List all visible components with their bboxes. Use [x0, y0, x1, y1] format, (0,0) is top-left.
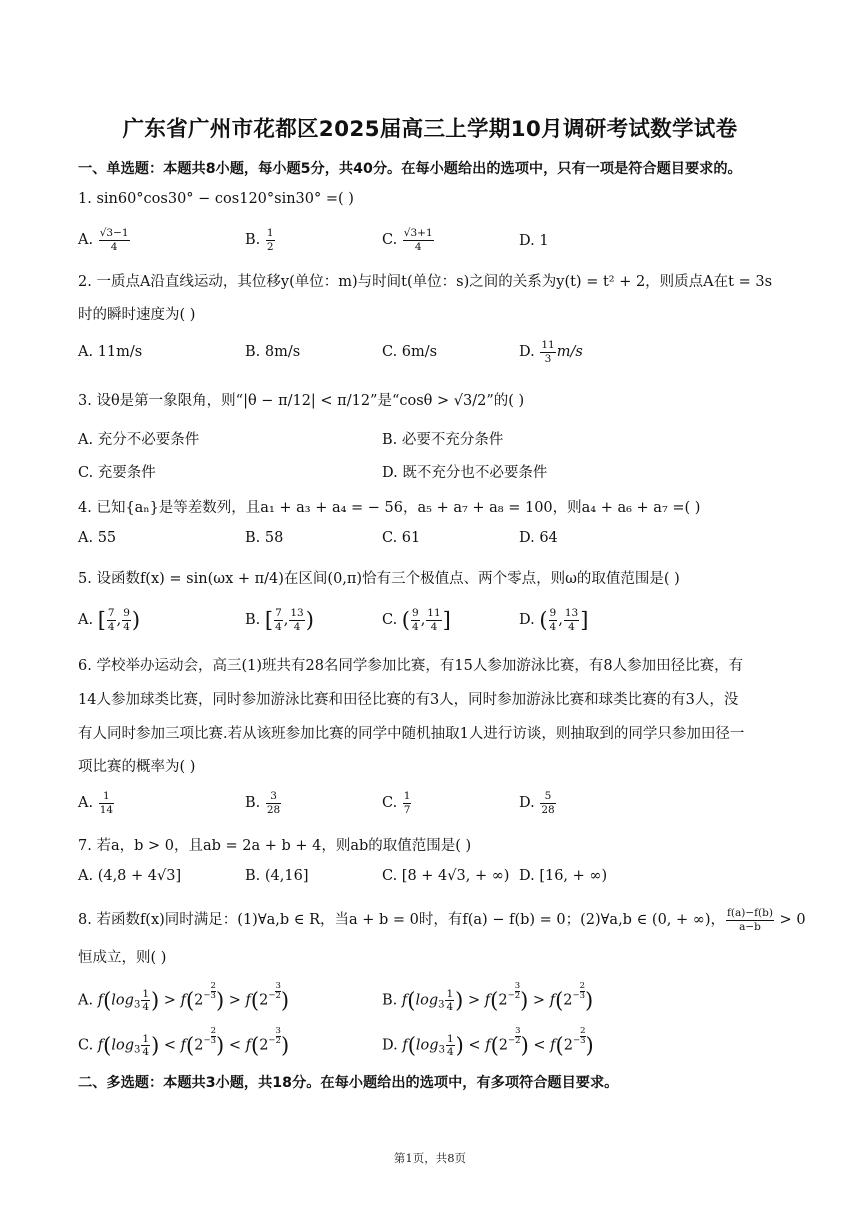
q8-option-a: A. $f(\log_3$ $\frac{1}{4}$ ) > f(2− $\frac{2}{3}$ ) > f(2− $\frac{3}{2}$ ) — [78, 981, 290, 1013]
q1-option-a: A. $\frac{√3-1}{4}$ — [78, 227, 129, 253]
q7-option-b: B. (4,16] — [245, 868, 309, 884]
question-6-line2: 14人参加球类比赛，同时参加游泳比赛和田径比赛的有3人，同时参加游泳比赛和球类比赛的有3人，没 — [78, 692, 739, 708]
q1-option-b: B. $\frac{1}{2}$ — [245, 227, 274, 253]
q4-option-b: B. 58 — [245, 530, 284, 546]
question-6-line3: 有人同时参加三项比赛.若从该班参加比赛的同学中随机抽取1人进行访谈，则抽取到的同学只参加田径一 — [78, 726, 745, 742]
q8-option-b: B. $f(\log_3$ $\frac{1}{4}$ ) > f(2− $\frac{3}{2}$ ) > f(2− $\frac{2}{3}$ ) — [382, 981, 594, 1013]
section-2-heading: 二、多选题：本题共3小题，共18分。在每小题给出的选项中，有多项符合题目要求。 — [78, 1075, 619, 1091]
q5-option-c: C. ( $\frac{9}{4}$ , $\frac{11}{4}$ ] — [382, 607, 451, 633]
q2-option-a: A. 11m/s — [78, 344, 143, 360]
q6-option-d: D. $\frac{5}{28}$ — [519, 790, 555, 816]
q3-option-c: C. 充要条件 — [78, 465, 156, 481]
q5-option-a: A. [ $\frac{7}{4}$ , $\frac{9}{4}$ ) — [78, 607, 141, 633]
q1-option-d: D. 1 — [519, 233, 549, 249]
question-4-stem: 4. 已知{aₙ}是等差数列，且a₁ + a₃ + a₄ = − 56，a₅ + a₇ + a₈ = 100，则a₄ + a₆ + a₇ =( ) — [78, 500, 701, 516]
question-6-line4: 项比赛的概率为( ) — [78, 759, 196, 775]
question-2-stem-line2: 时的瞬时速度为( ) — [78, 307, 196, 323]
q3-option-d: D. 既不充分也不必要条件 — [382, 465, 548, 481]
q7-option-d: D. [16, + ∞) — [519, 868, 608, 884]
q6-option-c: C. $\frac{1}{7}$ — [382, 790, 411, 816]
question-6-line1: 6. 学校举办运动会，高三(1)班共有28名同学参加比赛，有15人参加游泳比赛，有8人参加田径比赛，有 — [78, 658, 744, 674]
q8-option-d: D. $f(\log_3$ $\frac{1}{4}$ ) < f(2− $\frac{3}{2}$ ) < f(2− $\frac{2}{3}$ ) — [382, 1026, 594, 1058]
page-footer: 第1页，共8页 — [393, 1151, 467, 1165]
q2-option-d: D. $\frac{11}{3}$ m/s — [519, 339, 583, 365]
question-8-stem-line1: 8. 若函数f(x)同时满足：(1)∀a,b ∈ R，当a + b = 0时，有f(a) − f(b) = 0；(2)∀a,b ∈ (0, + ∞)， $\frac{f(a)-f(b)}{a-b}$ > 0 — [78, 907, 806, 933]
question-3-stem: 3. 设θ是第一象限角，则“|θ − π/12| < π/12”是“cosθ > √3/2”的( ) — [78, 393, 525, 409]
q1-option-c: C. $\frac{√3+1}{4}$ — [382, 227, 433, 253]
q5-option-d: D. ( $\frac{9}{4}$ , $\frac{13}{4}$ ] — [519, 607, 589, 633]
q2-option-b: B. 8m/s — [245, 344, 301, 360]
q3-option-b: B. 必要不充分条件 — [382, 432, 504, 448]
q2-option-c: C. 6m/s — [382, 344, 438, 360]
question-7-stem: 7. 若a，b > 0，且ab = 2a + b + 4，则ab的取值范围是( ) — [78, 838, 472, 854]
section-1-heading: 一、单选题：本题共8小题，每小题5分，共40分。在每小题给出的选项中，只有一项是符合题目要求的。 — [78, 161, 742, 177]
q5-option-b: B. [ $\frac{7}{4}$ , $\frac{13}{4}$ ) — [245, 607, 314, 633]
question-5-stem: 5. 设函数f(x) = sin(ωx + π/4)在区间(0,π)恰有三个极值点、两个零点，则ω的取值范围是( ) — [78, 571, 680, 587]
q4-option-a: A. 55 — [78, 530, 117, 546]
q7-option-c: C. [8 + 4√3, + ∞) — [382, 868, 510, 884]
question-1-stem: 1. sin60°cos30° − cos120°sin30° =( ) — [78, 191, 354, 207]
page-title: 广东省广州市花都区2025届高三上学期10月调研考试数学试卷 — [122, 117, 738, 142]
q8-option-c: C. $f(\log_3$ $\frac{1}{4}$ ) < f(2− $\frac{2}{3}$ ) < f(2− $\frac{3}{2}$ ) — [78, 1026, 290, 1058]
q6-option-b: B. $\frac{3}{28}$ — [245, 790, 281, 816]
q4-option-d: D. 64 — [519, 530, 558, 546]
q6-option-a: A. $\frac{1}{14}$ — [78, 790, 114, 816]
question-8-stem-line2: 恒成立，则( ) — [78, 950, 167, 966]
q4-option-c: C. 61 — [382, 530, 421, 546]
q3-option-a: A. 充分不必要条件 — [78, 432, 200, 448]
question-2-stem-line1: 2. 一质点A沿直线运动，其位移y(单位：m)与时间t(单位：s)之间的关系为y(t) = t² + 2，则质点A在t = 3s — [78, 274, 773, 290]
q7-option-a: A. (4,8 + 4√3] — [78, 868, 182, 884]
